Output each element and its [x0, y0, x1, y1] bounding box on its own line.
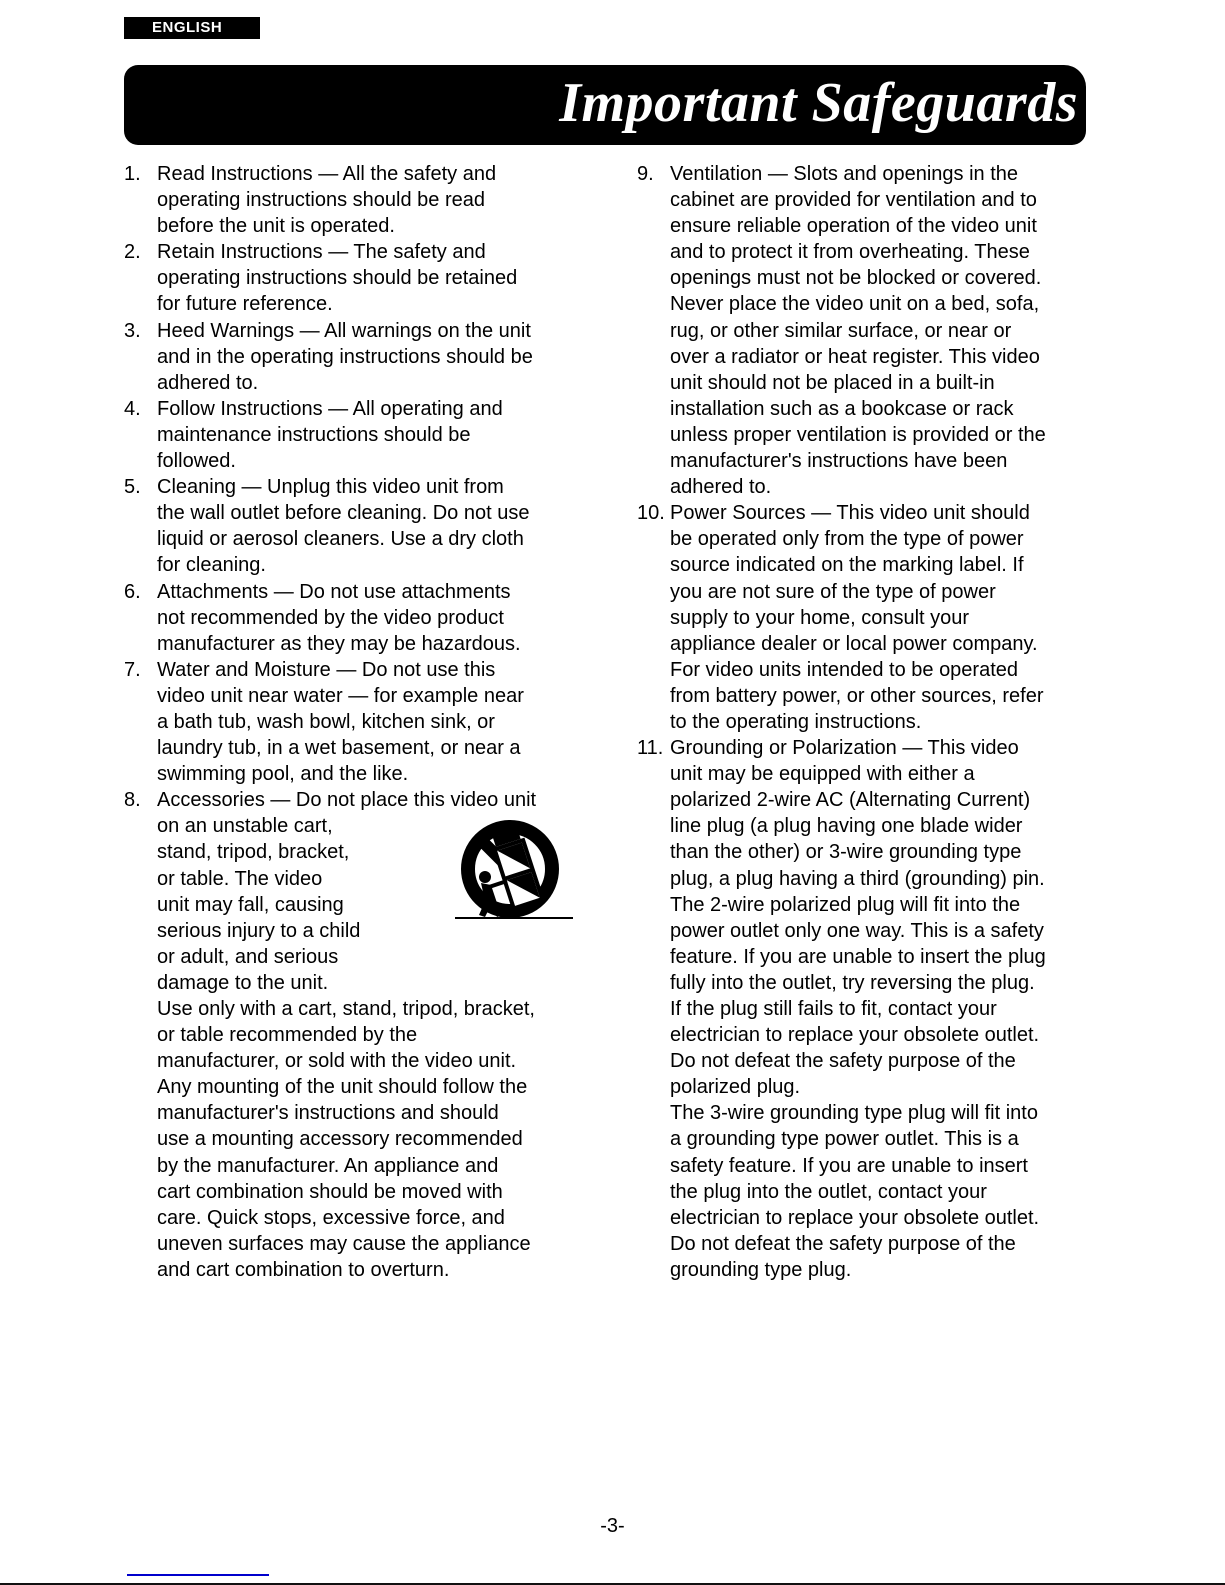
item-line: safety feature. If you are unable to insert [670, 1154, 1028, 1177]
left-column [124, 161, 594, 1283]
item-line: manufacturer, or sold with the video unit. [157, 1050, 517, 1073]
safeguard-item-11 [637, 735, 1087, 1283]
item-line: manufacturer's instructions have been [670, 450, 1008, 473]
safeguard-item-8 [124, 787, 594, 1283]
safeguard-item-6 [124, 579, 594, 657]
item-line: on an unstable cart, [157, 815, 333, 838]
item-line: cart combination should be moved with [157, 1180, 503, 1203]
item-line: electrician to replace your obsolete outlet. [670, 1024, 1040, 1047]
safeguard-item-4 [124, 396, 594, 474]
page-number: -3- [600, 1515, 625, 1537]
item-line: The 2-wire polarized plug will fit into the [670, 893, 1021, 916]
item-line: unit may fall, causing [157, 893, 344, 916]
item-line: or table. The video [157, 867, 323, 890]
cart-tip-over-warning-icon [445, 819, 575, 929]
item-number: 8. [124, 789, 141, 812]
item-number: 10. [637, 502, 665, 525]
item-line: openings must not be blocked or covered. [670, 267, 1042, 290]
item-line: adhered to. [157, 371, 259, 394]
item-line: and to protect it from overheating. These [670, 241, 1030, 264]
item-line: be operated only from the type of power [670, 528, 1024, 551]
item-number: 4. [124, 397, 141, 420]
item-number: 11. [637, 737, 664, 760]
safeguard-item-5 [124, 474, 594, 578]
item-line: Heed Warnings — All warnings on the unit [157, 319, 531, 342]
item-line: unit should not be placed in a built-in [670, 371, 995, 394]
item-line: before the unit is operated. [157, 215, 395, 238]
item-line: you are not sure of the type of power [670, 580, 996, 603]
item-line: Grounding or Polarization — This video [670, 737, 1019, 760]
item-line: rug, or other similar surface, or near or [670, 319, 1012, 342]
item-line: by the manufacturer. An appliance and [157, 1154, 499, 1177]
item-line: and in the operating instructions should be [157, 345, 533, 368]
safeguard-item-1 [124, 161, 594, 239]
item-line: ensure reliable operation of the video unit [670, 215, 1037, 238]
safeguard-item-7 [124, 657, 594, 787]
item-line: cabinet are provided for ventilation and to [670, 189, 1037, 212]
item-line: line plug (a plug having one blade wider [670, 815, 1023, 838]
item-number: 6. [124, 580, 141, 603]
item-line: fully into the outlet, try reversing the plug. [670, 971, 1035, 994]
item-line: Use only with a cart, stand, tripod, bracket, [157, 998, 535, 1020]
item-line: Ventilation — Slots and openings in the [670, 163, 1019, 185]
item-line: laundry tub, in a wet basement, or near a [157, 737, 521, 760]
item-line: adhered to. [670, 476, 772, 499]
item-line: unless proper ventilation is provided or the [670, 423, 1046, 446]
item-line: use a mounting accessory recommended [157, 1128, 523, 1151]
item-line: polarized 2-wire AC (Alternating Current) [670, 789, 1031, 812]
item-line: power outlet only one way. This is a safety [670, 919, 1044, 942]
item-line: The 3-wire grounding type plug will fit into [670, 1102, 1038, 1125]
item-line: followed. [157, 450, 236, 473]
item-line: and cart combination to overturn. [157, 1258, 450, 1281]
item-line: liquid or aerosol cleaners. Use a dry cloth [157, 528, 524, 551]
item-number: 9. [637, 163, 654, 185]
item-line: If the plug still fails to fit, contact your [670, 998, 997, 1020]
item-line: unit may be equipped with either a [670, 763, 975, 786]
item-line: care. Quick stops, excessive force, and [157, 1206, 505, 1229]
item-line: stand, tripod, bracket, [157, 841, 350, 864]
item-line: damage to the unit. [157, 971, 329, 994]
item-line: Power Sources — This video unit should [670, 502, 1030, 525]
item-line: Attachments — Do not use attachments [157, 580, 511, 603]
item-line: maintenance instructions should be [157, 423, 471, 446]
item-line: than the other) or 3-wire grounding type [670, 841, 1022, 864]
item-line: source indicated on the marking label. If [670, 554, 1024, 577]
item-line: over a radiator or heat register. This video [670, 345, 1040, 368]
item-number: 3. [124, 319, 141, 342]
item-line: Do not defeat the safety purpose of the [670, 1232, 1016, 1255]
item-line: for future reference. [157, 293, 333, 316]
safeguard-item-9 [637, 161, 1087, 500]
item-line: the plug into the outlet, contact your [670, 1180, 987, 1203]
item-line: swimming pool, and the like. [157, 763, 409, 786]
item-line: or adult, and serious [157, 945, 339, 968]
item-number: 7. [124, 658, 141, 681]
item-line: polarized plug. [670, 1076, 801, 1099]
item-line: operating instructions should be retained [157, 267, 518, 290]
title-banner [124, 65, 1086, 145]
item-line: Follow Instructions — All operating and [157, 397, 503, 420]
item-line: from battery power, or other sources, refer [670, 684, 1044, 707]
item-line: Retain Instructions — The safety and [157, 241, 486, 264]
item-line: grounding type plug. [670, 1258, 852, 1281]
item-line: feature. If you are unable to insert the plug [670, 945, 1046, 968]
safeguard-item-3 [124, 318, 594, 396]
item-line: electrician to replace your obsolete outlet. [670, 1206, 1040, 1229]
item-line: Cleaning — Unplug this video unit from [157, 476, 504, 499]
item-line: installation such as a bookcase or rack [670, 397, 1014, 420]
item-line: to the operating instructions. [670, 710, 922, 733]
item-number: 5. [124, 476, 141, 499]
item-line: appliance dealer or local power company. [670, 632, 1038, 655]
item-line: the wall outlet before cleaning. Do not use [157, 502, 530, 525]
item-line: Do not defeat the safety purpose of the [670, 1050, 1016, 1073]
item-line: plug, a plug having a third (grounding) pin. [670, 867, 1045, 890]
item-line: Read Instructions — All the safety and [157, 163, 497, 185]
item-line: manufacturer as they may be hazardous. [157, 632, 521, 655]
scan-artifact-line [127, 1574, 269, 1576]
safeguard-item-2 [124, 239, 594, 317]
page-title: Important Safeguards [559, 72, 1078, 134]
item-line: supply to your home, consult your [670, 606, 970, 629]
cart-warning-block [157, 813, 594, 996]
right-column [637, 161, 1087, 1283]
item-line: a bath tub, wash bowl, kitchen sink, or [157, 710, 495, 733]
item-line: not recommended by the video product [157, 606, 504, 629]
item-line: manufacturer's instructions and should [157, 1102, 499, 1125]
item-number: 2. [124, 241, 141, 264]
item-line: Water and Moisture — Do not use this [157, 658, 496, 681]
safeguard-item-10 [637, 500, 1087, 735]
item-line: video unit near water — for example near [157, 684, 524, 707]
item-line: Never place the video unit on a bed, sofa, [670, 293, 1040, 316]
item-line: uneven surfaces may cause the appliance [157, 1232, 531, 1255]
item-line: a grounding type power outlet. This is a [670, 1128, 1019, 1151]
item-line: or table recommended by the [157, 1024, 418, 1047]
item-line: serious injury to a child [157, 919, 361, 942]
language-tab: ENGLISH [124, 17, 260, 39]
item-number: 1. [124, 163, 141, 185]
item-line: Any mounting of the unit should follow the [157, 1076, 528, 1099]
item-line: For video units intended to be operated [670, 658, 1019, 681]
item-line: operating instructions should be read [157, 189, 485, 212]
item-line: for cleaning. [157, 554, 266, 577]
item-line: Accessories — Do not place this video unit [157, 789, 537, 812]
